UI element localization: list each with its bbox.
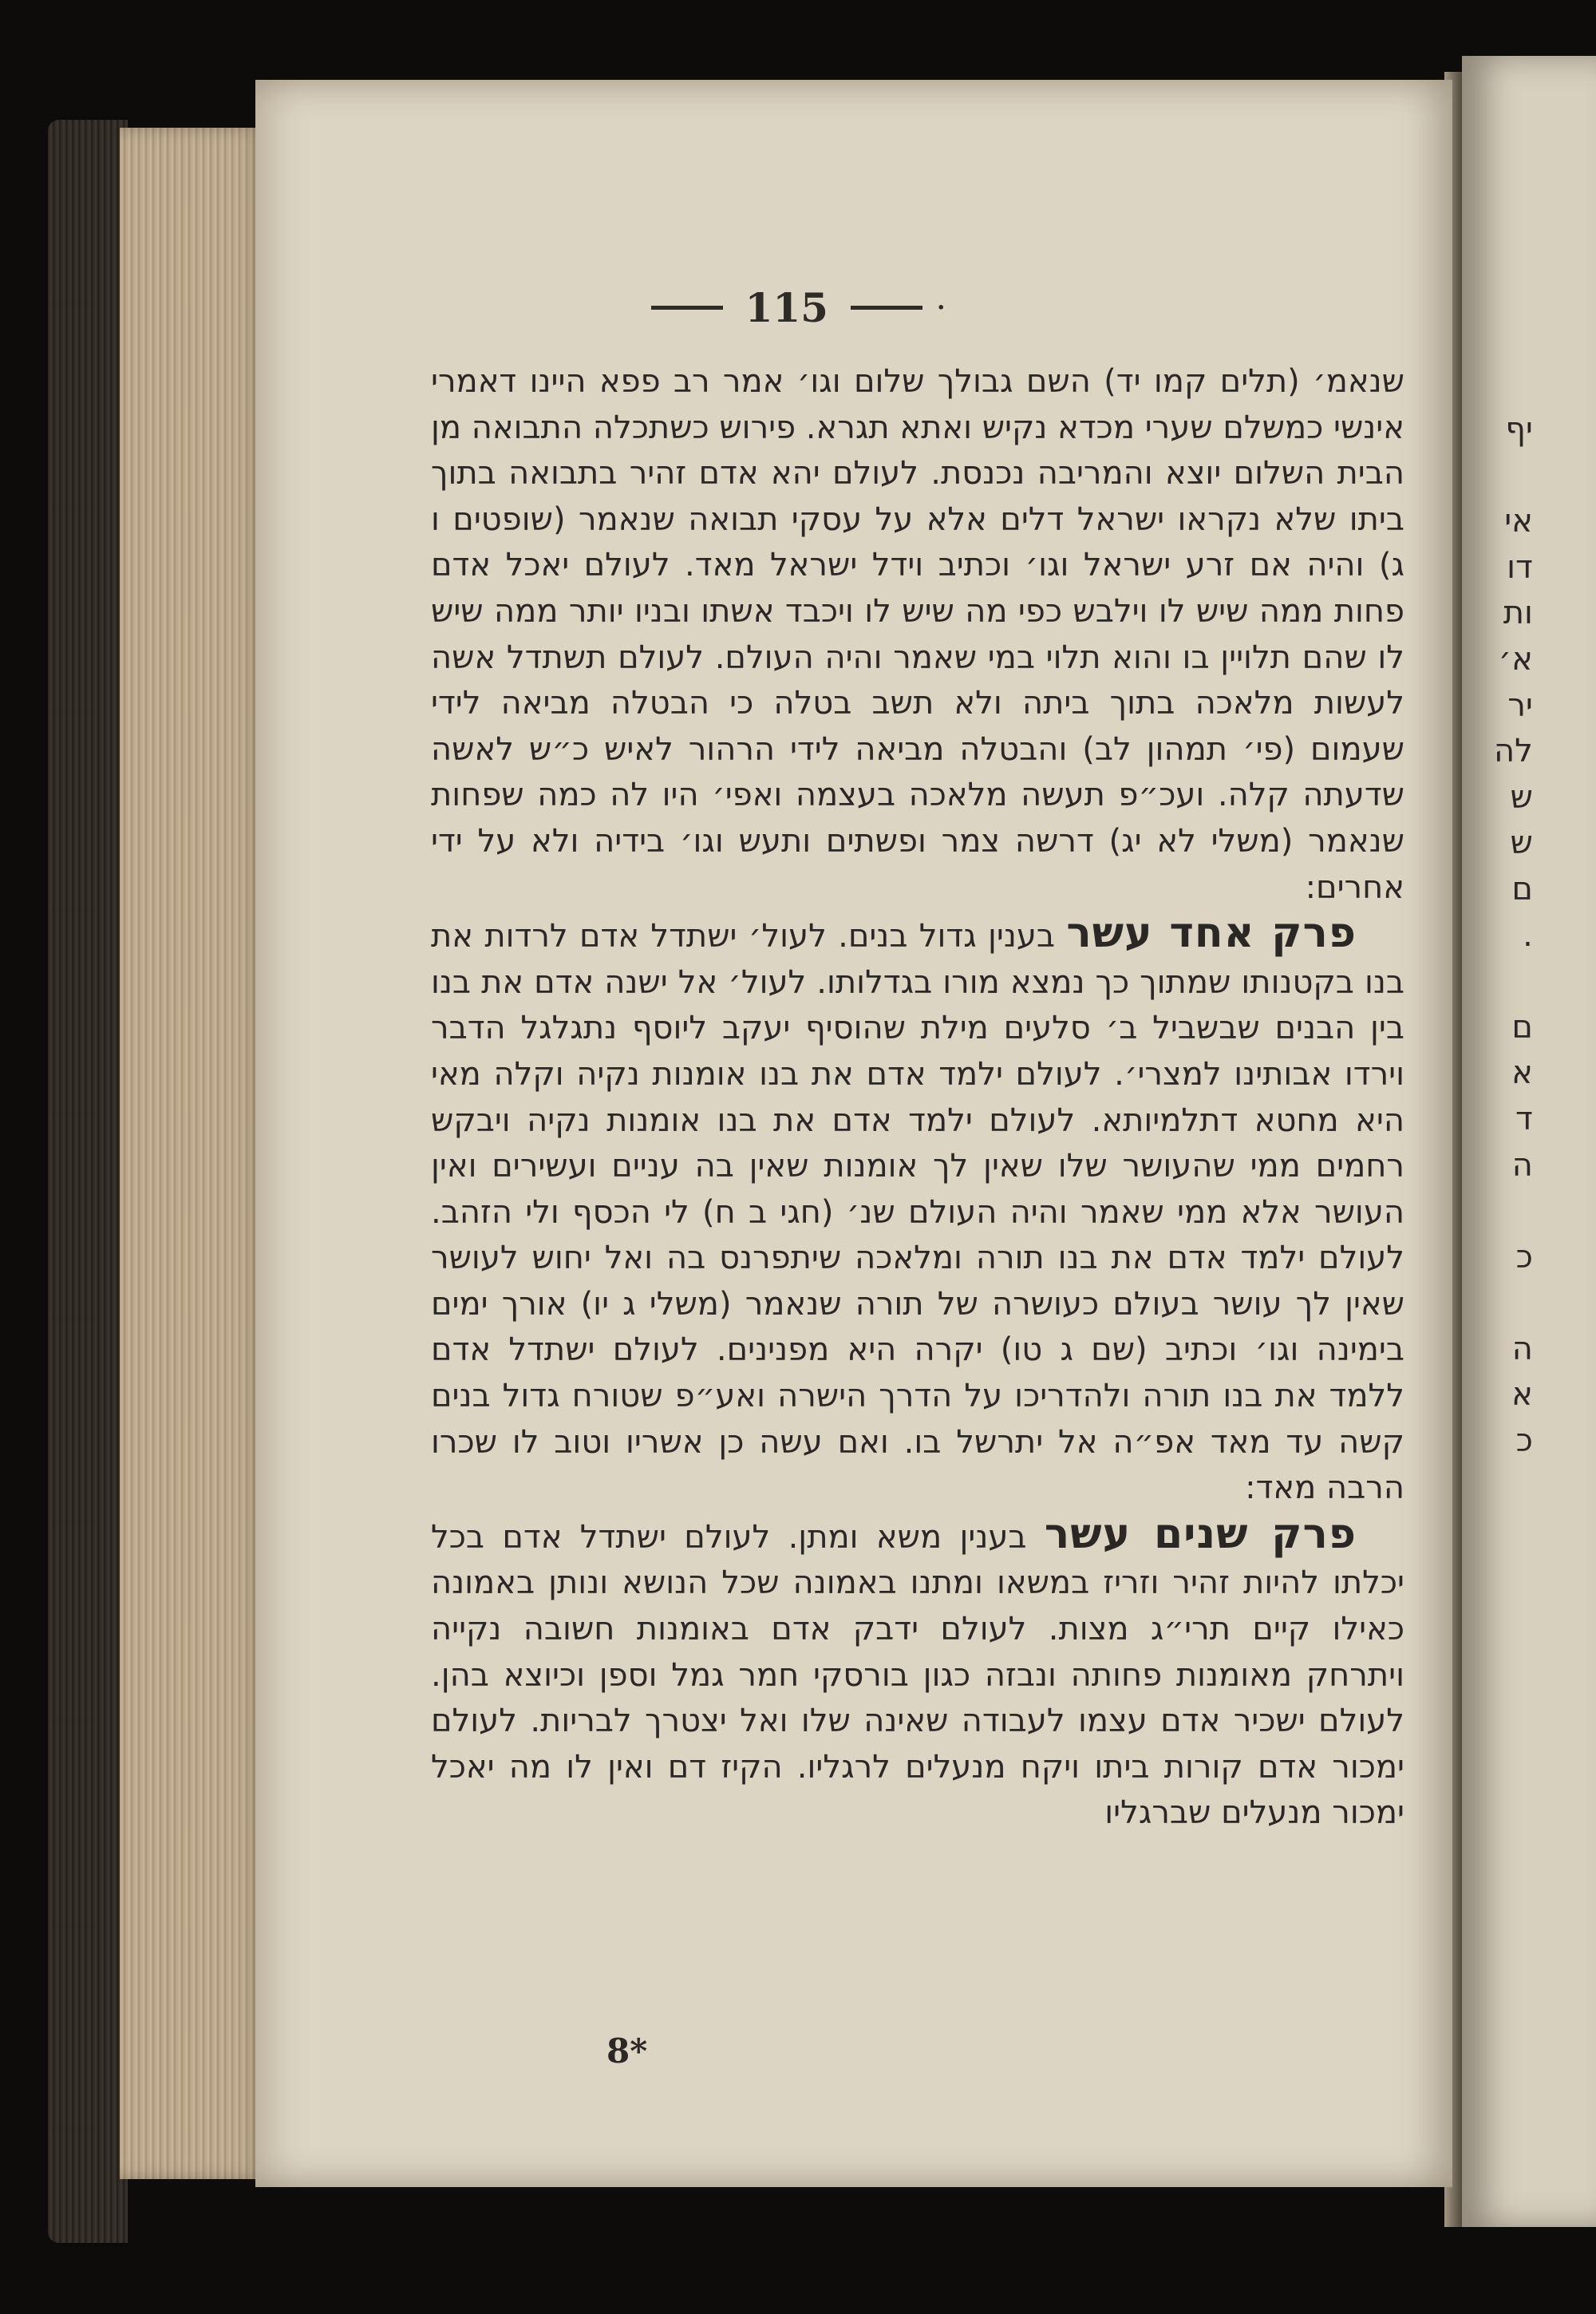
adjacent-fragment: ות [1503,595,1533,632]
chapter-11-text: בענין גדול בנים. לעול׳ ישתדל אדם לרדות את בנו בקטנותו שמתוך כך נמצא מורו בגדלותו. לעול׳ אל ישנה אדם את בנו בין הבנים שבשביל ב׳ סלעים מילת שהוסיף יעקב ליוסף נתגלגל הדבר וירדו אבותינו למצרי׳. לעולם ילמד אדם את בנו אומנות נקיה וקלה מאי היא מחטא דתלמיותא. לעולם ילמד אדם את בנו אומנות נקיה ויבקש רחמים ממי שהעושר שלו שאין לך אומנות שאין בה עניים ועשירים ואין העושר אלא ממי שאמר והיה העולם שנ׳ (חגי ב ח) לי הכסף ולי הזהב. לעולם ילמד אדם את בנו תורה ומלאכה שיתפרנס בה ואל יחוש לעושר שאין לך עושר בעולם כעושרה של תורה שנאמר (משלי ג יו) אורך ימים בימינה וגו׳ וכתיב (שם ג טו) יקרה היא מפנינים. לעולם ישתדל אדם ללמד את בנו תורה ולהדריכו על הדרך הישרה ואע״פ שטורח גדול בנים קשה עד מאד אפ״ה אל יתרשל בו. ואם עשה כן אשריו וטוב לו שכרו הרבה מאד: [431,918,1404,1507]
adjacent-fragment: ם [1511,870,1533,908]
adjacent-fragment: ש [1510,825,1533,862]
page-stack-edges [120,128,263,2179]
adjacent-page-text-fragments [1494,407,1533,1465]
chapter-12-text: בענין משא ומתן. לעולם ישתדל אדם בכל יכלתו להיות זהיר וזריז במשאו ומתנו באמונה שכל הנושא ונותן באמונה כאילו קיים תרי״ג מצות. לעולם ידבק אדם באומנות חשובה נקייה ויתרחק מאומנות פחותה ונבזה כגון בורסקי חמר גמל וספן וכיוצא בהן. לעולם ישכיר אדם עצמו לעבודה שאינה שלו ואל יצטרך לבריות. לעולם ימכור אדם קורות ביתו ויקח מנעלים לרגליו. הקיז דם ואין לו מה יאכל ימכור מנעלים שברגליו [431,1518,1404,1832]
header-dot: · [936,293,946,322]
book-cover-edge [48,120,128,2243]
adjacent-fragment: . [1523,916,1533,954]
adjacent-fragment: ה [1511,1146,1533,1184]
paragraph-1: שנאמ׳ (תלים קמו יד) השם גבולך שלום וגו׳ אמר רב פפא היינו דאמרי אינשי כמשלם שערי מכדא נקיש ואתא תגרא. פירוש כשתכלה התבואה מן הבית השלום יוצא והמריבה נכנסת. לעולם יהא אדם זהיר בתבואה בתוך ביתו שלא נקראו ישראל דלים אלא על עסקי תבואה שנאמר (שופטים ו ג) והיה אם זרע ישראל וגו׳ וכתיב וידל ישראל מאד. לעולם יאכל אדם פחות ממה שיש לו וילבש כפי מה שיש לו ויכבד אשתו ובניו יותר ממה שיש לו שהם תלויין בו והוא תלוי במי שאמר והיה העולם. לעולם תשתדל אשה לעשות מלאכה בתוך ביתה ולא תשב בטלה כי הבטלה מביאה לידי שעמום (פי׳ תמהון לב) והבטלה מביאה לידי הרהור לאיש כ״ש לאשה שדעתה קלה. ועכ״פ תעשה מלאכה בעצמה ואפי׳ היו לה כמה שפחות שנאמר (משלי לא יג) דרשה צמר ופשתים ותעש וגו׳ בידיה ולא על ידי אחרים: [431,363,1404,906]
header-dash-right [851,306,922,310]
page-number: 115 [745,283,828,331]
adjacent-fragment: לה [1494,733,1533,770]
adjacent-page [1462,56,1596,2227]
adjacent-fragment: כ [1515,1422,1533,1460]
adjacent-fragment [1494,453,1533,500]
adjacent-fragment: יר [1507,686,1533,724]
signature-mark: 8* [606,2031,648,2071]
adjacent-fragment: ש [1510,778,1533,816]
chapter-11 [431,911,1404,1512]
adjacent-fragment: א׳ [1498,640,1533,678]
adjacent-fragment [1494,959,1533,1005]
adjacent-fragment: ם [1511,1008,1533,1046]
adjacent-fragment: א [1511,1054,1533,1092]
adjacent-fragment: אי [1504,503,1533,540]
adjacent-fragment: יף [1505,411,1533,448]
adjacent-fragment: דו [1507,548,1533,586]
page-body-text [431,359,1404,1837]
adjacent-fragment [1494,1280,1533,1327]
adjacent-fragment: ה [1511,1330,1533,1367]
header-dash-left [651,306,723,310]
chapter-12 [431,1509,1404,1837]
adjacent-fragment: א [1511,1376,1533,1414]
chapter-11-title: פרק אחד עשר [1066,909,1357,958]
adjacent-fragment [1494,1189,1533,1235]
chapter-12-title: פרק שנים עשר [1044,1509,1357,1558]
adjacent-fragment: כ [1515,1238,1533,1276]
adjacent-fragment: ד [1515,1100,1533,1137]
page-header [495,275,1101,339]
